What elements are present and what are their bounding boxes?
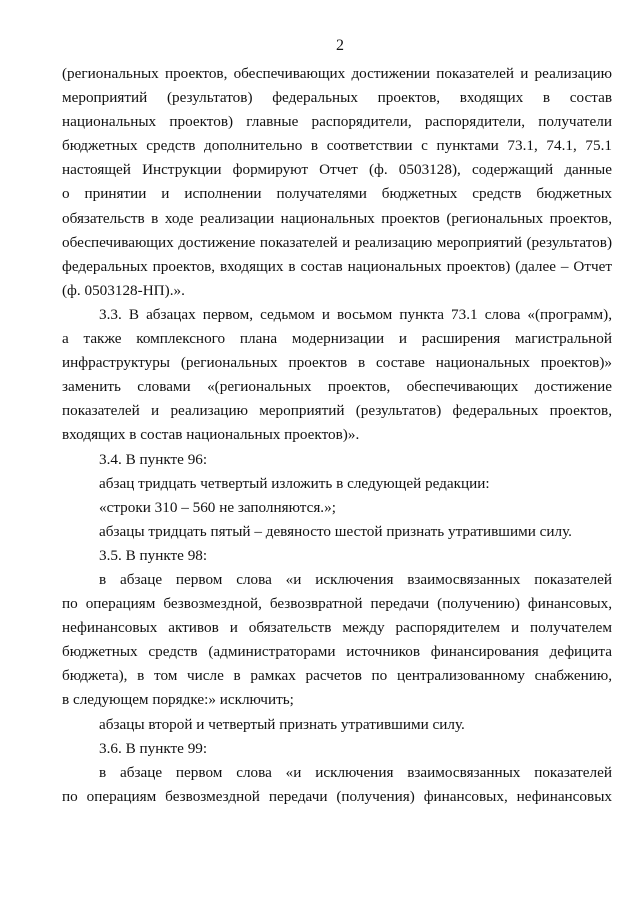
text-line: обеспечивающих достижение показателей и реализацию мероприятий (результатов) bbox=[62, 233, 612, 251]
text-line: заменить словами «(региональных проектов, обеспечивающих достижение bbox=[62, 378, 612, 396]
text-line: бюджетных средств дополнительно в соответствии с пунктами 73.1, 74.1, 75.1 bbox=[62, 137, 612, 155]
text-line: (ф. 0503128-НП).». bbox=[62, 281, 185, 299]
text-line: «строки 310 – 560 не заполняются.»; bbox=[99, 498, 336, 516]
text-line: мероприятий (результатов) федеральных проектов, входящих в состав bbox=[62, 89, 612, 107]
text-line: абзацы тридцать пятый – девяносто шестой признать утратившими силу. bbox=[99, 522, 572, 540]
text-line: (региональных проектов, обеспечивающих достижении показателей и реализацию bbox=[62, 65, 612, 82]
text-line: о принятии и исполнении получателями бюджетных средств бюджетных bbox=[62, 185, 612, 203]
text-line: в абзаце первом слова «и исключения взаимосвязанных показателей bbox=[99, 570, 612, 588]
document-body bbox=[62, 62, 612, 809]
text-line: 3.3. В абзацах первом, седьмом и восьмом пункта 73.1 слова «(программ), bbox=[99, 305, 612, 323]
text-line: а также комплексного плана модернизации и расширения магистральной bbox=[62, 330, 612, 348]
page-number: 2 bbox=[336, 37, 344, 54]
text-line: нефинансовых активов и обязательств между распорядителем и получателем bbox=[62, 619, 612, 637]
text-line: настоящей Инструкции формируют Отчет (ф. 0503128), содержащий данные bbox=[62, 161, 612, 179]
text-line: в абзаце первом слова «и исключения взаимосвязанных показателей bbox=[99, 763, 612, 781]
text-line: бюджетных средств (администраторами источников финансирования дефицита bbox=[62, 643, 612, 661]
text-line: показателей и реализацию мероприятий (результатов) федеральных проектов, bbox=[62, 402, 612, 420]
text-line: инфраструктуры (региональных проектов в составе национальных проектов)» bbox=[62, 354, 612, 372]
text-line: в следующем порядке:» исключить; bbox=[62, 691, 294, 709]
text-line: 3.5. В пункте 98: bbox=[99, 546, 208, 564]
text-line: абзац тридцать четвертый изложить в следующей редакции: bbox=[99, 474, 490, 492]
text-line: обязательств в ходе реализации национальных проектов (региональных проектов, bbox=[62, 209, 612, 227]
text-line: федеральных проектов, входящих в состав национальных проектов) (далее – Отчет bbox=[62, 257, 612, 275]
text-line: по операциям безвозмездной передачи (получения) финансовых, нефинансовых bbox=[62, 787, 612, 805]
text-line: абзацы второй и четвертый признать утратившими силу. bbox=[99, 715, 465, 733]
text-line: входящих в состав национальных проектов)». bbox=[62, 426, 360, 444]
text-line: 3.4. В пункте 96: bbox=[99, 450, 208, 468]
text-line: бюджета), в том числе в рамках расчетов по централизованному снабжению, bbox=[62, 667, 612, 685]
text-line: 3.6. В пункте 99: bbox=[99, 739, 208, 757]
text-line: национальных проектов) главные распорядители, распорядители, получатели bbox=[62, 113, 612, 131]
text-line: по операциям безвозмездной, безвозвратной передачи (получению) финансовых, bbox=[62, 595, 612, 613]
